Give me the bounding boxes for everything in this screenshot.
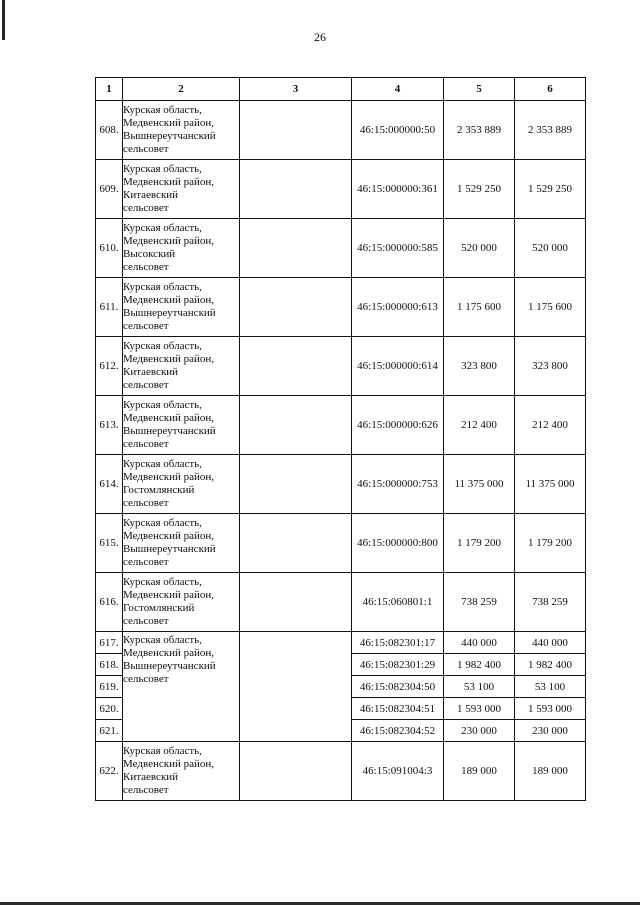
location-line: Медвенский район, xyxy=(123,589,215,601)
row-number: 617. xyxy=(96,632,123,654)
value-col6: 1 982 400 xyxy=(515,654,586,676)
value-col6: 440 000 xyxy=(515,632,586,654)
location-line: Курская область, xyxy=(123,340,202,352)
location-line: Медвенский район, xyxy=(123,353,215,365)
cadastral-number: 46:15:082301:29 xyxy=(352,654,444,676)
value-col5: 1 179 200 xyxy=(444,514,515,573)
location-cell xyxy=(123,396,240,455)
location-line: Курская область, xyxy=(123,281,202,293)
empty-cell xyxy=(240,219,352,278)
location-cell xyxy=(123,160,240,219)
cadastral-number: 46:15:091004:3 xyxy=(352,742,444,801)
location-cell xyxy=(123,101,240,160)
location-line: сельсовет xyxy=(123,497,169,509)
value-col5: 2 353 889 xyxy=(444,101,515,160)
empty-cell xyxy=(240,742,352,801)
location-line: сельсовет xyxy=(123,261,169,273)
table-row xyxy=(96,514,586,573)
location-line: сельсовет xyxy=(123,438,169,450)
location-line: Гостомлянский xyxy=(123,484,195,496)
value-col5: 1 593 000 xyxy=(444,698,515,720)
table-row xyxy=(96,742,586,801)
value-col6: 1 179 200 xyxy=(515,514,586,573)
location-line: Вышнереутчанский xyxy=(123,425,216,437)
location-cell xyxy=(123,514,240,573)
row-number: 620. xyxy=(96,698,123,720)
location-line: Медвенский район, xyxy=(123,530,215,542)
table-row xyxy=(96,278,586,337)
location-cell xyxy=(123,742,240,801)
value-col5: 1 982 400 xyxy=(444,654,515,676)
value-col5: 230 000 xyxy=(444,720,515,742)
value-col5: 440 000 xyxy=(444,632,515,654)
cadastral-number: 46:15:060801:1 xyxy=(352,573,444,632)
location-cell xyxy=(123,219,240,278)
location-line: Медвенский район, xyxy=(123,412,215,424)
table-row xyxy=(96,101,586,160)
location-line: Медвенский район, xyxy=(123,235,215,247)
cadastral-number: 46:15:000000:585 xyxy=(352,219,444,278)
location-line: Вышнереутчанский xyxy=(123,307,216,319)
value-col6: 189 000 xyxy=(515,742,586,801)
value-col5: 520 000 xyxy=(444,219,515,278)
location-line: сельсовет xyxy=(123,143,169,155)
location-line: Вышнереутчанский xyxy=(123,543,216,555)
empty-cell xyxy=(240,101,352,160)
empty-cell xyxy=(240,337,352,396)
row-number: 619. xyxy=(96,676,123,698)
empty-cell xyxy=(240,632,352,742)
value-col5: 212 400 xyxy=(444,396,515,455)
header-cell-6: 6 xyxy=(515,78,586,101)
header-cell-2: 2 xyxy=(123,78,240,101)
value-col5: 323 800 xyxy=(444,337,515,396)
value-col6: 738 259 xyxy=(515,573,586,632)
row-number: 621. xyxy=(96,720,123,742)
location-line: сельсовет xyxy=(123,202,169,214)
empty-cell xyxy=(240,573,352,632)
empty-cell xyxy=(240,278,352,337)
header-cell-4: 4 xyxy=(352,78,444,101)
location-line: Китаевский xyxy=(123,771,179,783)
cadastral-number: 46:15:000000:614 xyxy=(352,337,444,396)
location-line: Курская область, xyxy=(123,576,202,588)
cadastral-number: 46:15:000000:626 xyxy=(352,396,444,455)
value-col6: 323 800 xyxy=(515,337,586,396)
location-line: Китаевский xyxy=(123,366,179,378)
value-col6: 53 100 xyxy=(515,676,586,698)
value-col5: 1 529 250 xyxy=(444,160,515,219)
value-col6: 2 353 889 xyxy=(515,101,586,160)
row-number: 618. xyxy=(96,654,123,676)
location-line: сельсовет xyxy=(123,320,169,332)
cadastral-number: 46:15:000000:613 xyxy=(352,278,444,337)
cadastral-number: 46:15:000000:50 xyxy=(352,101,444,160)
value-col6: 520 000 xyxy=(515,219,586,278)
location-line: Вышнереутчанский xyxy=(123,130,216,142)
location-line: сельсовет xyxy=(123,673,169,685)
location-cell xyxy=(123,278,240,337)
table-row xyxy=(96,632,586,654)
cadastral-number: 46:15:000000:800 xyxy=(352,514,444,573)
row-number: 611. xyxy=(96,278,123,337)
value-col5: 11 375 000 xyxy=(444,455,515,514)
location-line: сельсовет xyxy=(123,556,169,568)
value-col6: 11 375 000 xyxy=(515,455,586,514)
value-col6: 230 000 xyxy=(515,720,586,742)
location-line: Высокский xyxy=(123,248,176,260)
cadastral-number: 46:15:082304:51 xyxy=(352,698,444,720)
empty-cell xyxy=(240,396,352,455)
location-line: Курская область, xyxy=(123,163,202,175)
location-line: сельсовет xyxy=(123,615,169,627)
location-line: Курская область, xyxy=(123,517,202,529)
value-col6: 1 529 250 xyxy=(515,160,586,219)
cadastral-number: 46:15:000000:753 xyxy=(352,455,444,514)
row-number: 622. xyxy=(96,742,123,801)
location-line: Курская область, xyxy=(123,745,202,757)
location-line: Курская область, xyxy=(123,458,202,470)
value-col6: 212 400 xyxy=(515,396,586,455)
row-number: 615. xyxy=(96,514,123,573)
location-line: Курская область, xyxy=(123,399,202,411)
cadastral-number: 46:15:082304:50 xyxy=(352,676,444,698)
location-line: Курская область, xyxy=(123,104,202,116)
location-line: сельсовет xyxy=(123,784,169,796)
location-cell xyxy=(123,632,240,742)
location-line: Медвенский район, xyxy=(123,294,215,306)
header-cell-3: 3 xyxy=(240,78,352,101)
location-line: Курская область, xyxy=(123,634,202,646)
value-col5: 53 100 xyxy=(444,676,515,698)
empty-cell xyxy=(240,514,352,573)
location-cell xyxy=(123,573,240,632)
location-cell xyxy=(123,337,240,396)
row-number: 608. xyxy=(96,101,123,160)
location-line: Курская область, xyxy=(123,222,202,234)
location-line: сельсовет xyxy=(123,379,169,391)
cadastral-number: 46:15:000000:361 xyxy=(352,160,444,219)
header-cell-1: 1 xyxy=(96,78,123,101)
table-row xyxy=(96,573,586,632)
row-number: 610. xyxy=(96,219,123,278)
header-cell-5: 5 xyxy=(444,78,515,101)
row-number: 614. xyxy=(96,455,123,514)
table-row xyxy=(96,337,586,396)
row-number: 616. xyxy=(96,573,123,632)
location-cell xyxy=(123,455,240,514)
table-row xyxy=(96,455,586,514)
value-col5: 189 000 xyxy=(444,742,515,801)
table-row xyxy=(96,219,586,278)
location-line: Медвенский район, xyxy=(123,117,215,129)
location-line: Медвенский район, xyxy=(123,471,215,483)
row-number: 612. xyxy=(96,337,123,396)
location-line: Гостомлянский xyxy=(123,602,195,614)
table-row xyxy=(96,160,586,219)
table-row xyxy=(96,396,586,455)
cadastral-number: 46:15:082301:17 xyxy=(352,632,444,654)
value-col5: 738 259 xyxy=(444,573,515,632)
value-col6: 1 593 000 xyxy=(515,698,586,720)
location-line: Китаевский xyxy=(123,189,179,201)
row-number: 609. xyxy=(96,160,123,219)
cadastral-number: 46:15:082304:52 xyxy=(352,720,444,742)
land-register-table xyxy=(95,77,586,801)
value-col6: 1 175 600 xyxy=(515,278,586,337)
empty-cell xyxy=(240,160,352,219)
location-line: Медвенский район, xyxy=(123,758,215,770)
location-line: Вышнереутчанский xyxy=(123,660,216,672)
location-line: Медвенский район, xyxy=(123,647,215,659)
location-line: Медвенский район, xyxy=(123,176,215,188)
page-number: 26 xyxy=(314,30,326,44)
row-number: 613. xyxy=(96,396,123,455)
value-col5: 1 175 600 xyxy=(444,278,515,337)
empty-cell xyxy=(240,455,352,514)
table-header-row xyxy=(96,78,586,101)
